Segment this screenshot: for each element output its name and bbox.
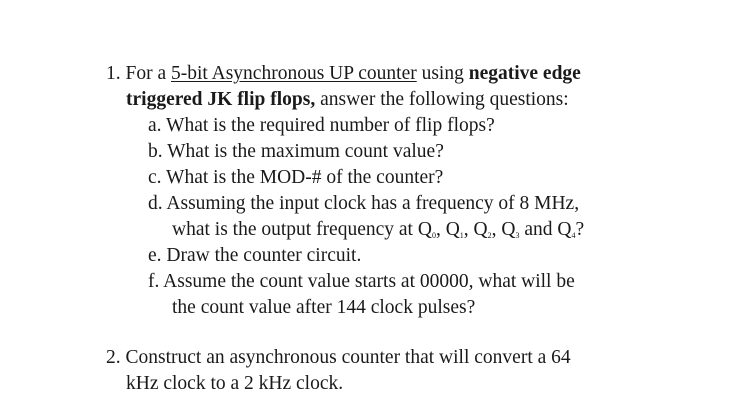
q1-part-d-text: what is the output frequency at <box>172 219 413 240</box>
q-output-0: $Q_0$, <box>417 219 441 240</box>
q2-line2: kHz clock to a 2 kHz clock. <box>126 373 344 394</box>
q-output-3: $Q_3$ <box>501 219 520 240</box>
q1-counter-type: 5-bit Asynchronous UP counter <box>171 63 417 84</box>
q1-for-a: For a <box>125 63 167 84</box>
q1-and: and <box>524 219 553 240</box>
q1-number: 1. <box>106 63 121 84</box>
q1-part-e: e. Draw the counter circuit. <box>148 245 362 266</box>
q1-part-a: a. What is the required number of flip flops? <box>148 115 495 136</box>
q-output-1: $Q_1$, <box>445 219 469 240</box>
q-output-4: $Q_4$? <box>557 219 585 240</box>
q2-line1: 2. Construct an asynchronous counter that will convert a 64 <box>106 347 571 368</box>
q-output-2: $Q_2$, <box>473 219 497 240</box>
q1-using: using <box>421 63 464 84</box>
q1-intro-line2 <box>126 88 569 112</box>
q1-part-f-line1: f. Assume the count value starts at 00000, what will be <box>148 271 575 292</box>
q1-flip-flop-type: triggered JK flip flops, <box>126 89 316 110</box>
q1-part-f-line2: the count value after 144 clock pulses? <box>172 297 476 318</box>
q1-part-c: c. What is the MOD-# of the counter? <box>148 167 444 188</box>
q1-intro-line1 <box>106 62 581 86</box>
q1-part-d-line1: d. Assuming the input clock has a frequency of 8 MHz, <box>148 193 580 214</box>
q1-part-b: b. What is the maximum count value? <box>148 141 444 162</box>
q1-answer-prompt: answer the following questions: <box>320 89 569 110</box>
q1-negative-edge: negative edge <box>468 63 581 84</box>
